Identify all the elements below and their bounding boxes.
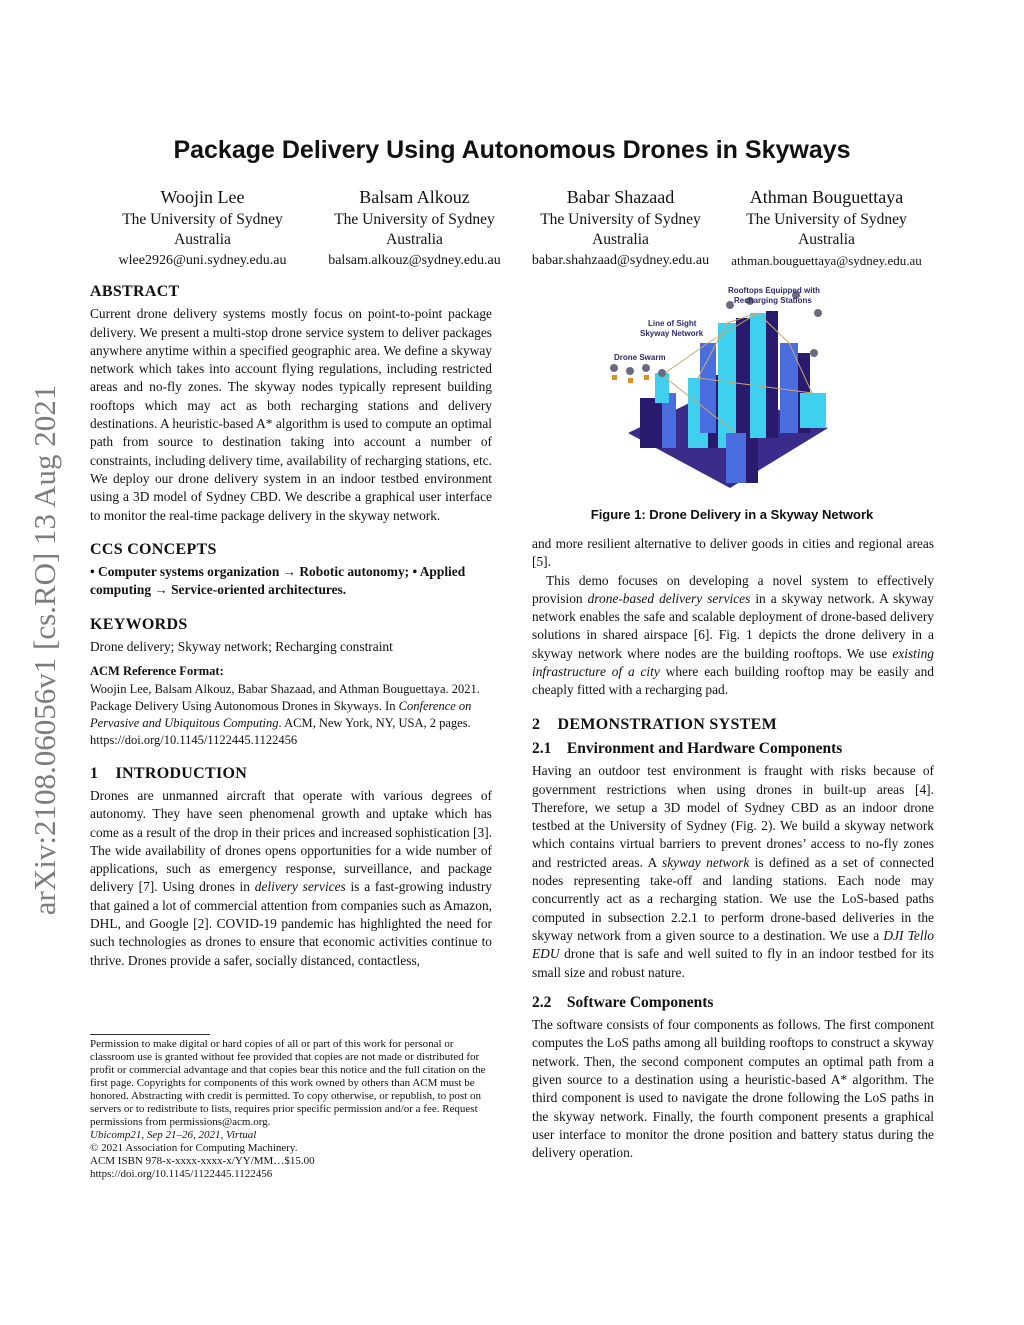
arxiv-id: arXiv:2108.06056v1 [cs.RO] 13 Aug 2021	[27, 384, 62, 916]
ccs-text: • Computer systems organization → Robotic autonomy; • Applied computing → Service-oriented architectures.	[90, 564, 466, 598]
author-country: Australia	[798, 231, 855, 248]
acm-ref-venue: Conference on Pervasive and Ubiquitous Computing	[90, 698, 472, 730]
author-affiliation: The University of Sydney	[746, 211, 907, 228]
paper-title: Package Delivery Using Autonomous Drones in Skyways	[173, 136, 851, 164]
right-p1	[532, 572, 934, 700]
skyway-network-figure	[600, 283, 850, 498]
author-affiliation: The University of Sydney	[540, 211, 701, 228]
sec2-heading: 2 DEMONSTRATION SYSTEM	[532, 715, 778, 733]
intro-part2: is a fast-growing industry that gained a lot of commercial attention from companies such as Amazon, DHL, and Google [2]. COVID-19 pandemic has highlighted the need for such technologies as drones to ensure that economic activities continue to thrive. Drones provide a safer, socially distanced, contactless,	[90, 879, 492, 968]
author-name: Athman Bouguettaya	[749, 187, 904, 207]
keywords-text: Drone delivery; Skyway network; Recharging constraint	[90, 639, 393, 655]
author-country: Australia	[592, 231, 649, 248]
author-email: babar.shahzaad@sydney.edu.au	[531, 253, 710, 268]
author-affiliation: The University of Sydney	[334, 211, 495, 228]
label-swarm: Drone Swarm	[614, 353, 666, 362]
right-p1-part2: in a skyway network. A skyway network enables the safe and scalable deployment of drone-based delivery solutions in shared airspace [6]. Fig. 1 depicts the drone delivery in a skyway network where nodes are the building rooftops. We use	[532, 590, 935, 661]
author-country: Australia	[174, 231, 231, 248]
footnote	[90, 1038, 492, 1181]
author-2	[312, 187, 517, 273]
footnote-copyright: © 2021 Association for Computing Machinery.	[90, 1142, 298, 1154]
acm-ref-part2: . ACM, New York, NY, USA, 2 pages. https://doi.org/10.1145/1122445.1122456	[90, 715, 471, 747]
intro-heading: 1 INTRODUCTION	[90, 764, 248, 782]
acm-ref-heading: ACM Reference Format:	[90, 664, 224, 679]
author-email: athman.bouguettaya@sydney.edu.au	[731, 253, 922, 268]
author-country: Australia	[386, 231, 443, 248]
right-p1-italic-2: existing infrastructure of a city	[532, 645, 934, 680]
right-p1-part3: where each building rooftop may be easily and cheaply fitted with a recharging pad.	[532, 664, 934, 698]
footnote-rule	[90, 1034, 210, 1035]
label-los: Line of Sight	[648, 319, 697, 328]
sec21-italic: skyway network	[662, 854, 750, 870]
sec21-part3: drone that is safe and well suited to fly in an indoor testbed for its small size and robust nature.	[532, 946, 934, 980]
author-email: balsam.alkouz@sydney.edu.au	[328, 253, 501, 268]
author-email: wlee2926@uni.sydney.edu.au	[118, 253, 287, 268]
abstract-heading: ABSTRACT	[90, 283, 180, 300]
sec21-italic-2: DJI Tello EDU	[532, 927, 934, 962]
label-rooftops-2: Recharging Stations	[734, 296, 812, 305]
right-p1-part1: This demo focuses on developing a novel system to effectively provision	[532, 572, 934, 606]
sec22-heading: 2.2 Software Components	[532, 993, 714, 1011]
footnote-isbn: ACM ISBN 978-x-xxxx-xxxx-x/YY/MM…$15.00	[90, 1155, 315, 1167]
sec21-paragraph	[532, 762, 934, 982]
author-affiliation: The University of Sydney	[122, 211, 283, 228]
footnote-venue: Ubicomp21, Sep 21–26, 2021, Virtual	[90, 1129, 257, 1141]
figure-packages	[612, 375, 649, 383]
sec21-part1: Having an outdoor test environment is fraught with risks because of government restrictions when using drones in built-up areas [4]. Therefore, we setup a 3D model of Sydney CBD as an indoor drone testbed at the University of Sydney (Fig. 2). We build a skyway network which contains virtual barriers to prevent drones’ access to no-fly zones and restricted areas. A	[532, 763, 934, 870]
intro-italic: delivery services	[254, 879, 346, 895]
right-p0: and more resilient alternative to deliver goods in cities and regional areas [5].	[532, 536, 934, 570]
acm-ref-part1: Woojin Lee, Balsam Alkouz, Babar Shazaad, and Athman Bouguettaya. 2021. Package Delivery Using Autonomous Drones in Skyways. In	[90, 681, 480, 713]
label-los-2: Skyway Network	[640, 329, 704, 338]
intro-paragraph	[90, 787, 492, 970]
right-p1-italic: drone-based delivery services	[587, 590, 751, 606]
author-3	[518, 187, 723, 273]
author-4	[724, 187, 929, 273]
arxiv-stamp	[20, 350, 70, 950]
left-column	[90, 283, 492, 970]
keywords-heading: KEYWORDS	[90, 615, 188, 633]
right-column	[532, 535, 934, 1163]
abstract-text: Current drone delivery systems mostly focus on point-to-point package delivery. We present a multi-stop drone service system to deliver packages anywhere anytime within a specified geographic area. We define a skyway network which takes into account flying regulations, including restricted areas and no-fly zones. The skyway nodes typically represent building rooftops which may act as both recharging stations and delivery destinations. A heuristic-based A* algorithm is used to compute an optimal path from source to destination taking into account a number of constraints, including delivery time, availability of recharging stations, etc. We deploy our drone delivery system in an indoor testbed environment using a 3D model of Sydney CBD. We describe a graphical user interface to monitor the real-time package delivery in the skyway network.	[90, 306, 492, 523]
sec22-paragraph: The software consists of four components as follows. The first component computes the LoS paths among all building rooftops to construct a skyway network. Then, the second component computes an optimal path from a given source to a destination using a heuristic-based A* algorithm. The third component is used to navigate the drone following the LoS paths in the skyway network. Finally, the fourth component presents a graphical user interface to monitor the drone position and battery status during the delivery operation.	[532, 1017, 934, 1161]
acm-ref-text	[90, 681, 492, 749]
footnote-doi: https://doi.org/10.1145/1122445.1122456	[90, 1168, 273, 1180]
intro-part1: Drones are unmanned aircraft that operate with various degrees of autonomy. They have seen phenomenal growth and uptake which has come as a result of the drop in their prices and increased sophistication [3]. The wide availability of drones opens opportunities for a wide number of applications, such as emergency response, surveillance, and package delivery [7]. Using drones in	[90, 787, 492, 895]
sec21-heading: 2.1 Environment and Hardware Components	[532, 739, 843, 757]
label-rooftops: Rooftops Equipped with	[728, 286, 820, 295]
ccs-heading: CCS CONCEPTS	[90, 540, 217, 558]
author-name: Woojin Lee	[160, 187, 245, 207]
author-name: Babar Shazaad	[566, 187, 675, 207]
footnote-permission: Permission to make digital or hard copies of all or part of this work for personal or classroom use is granted without fee provided that copies are not made or distributed for profit or commercial advantage and that copies bear this notice and the full citation on the first page. Copyrights for components of this work owned by others than ACM must be honored. Abstracting with credit is permitted. To copy otherwise, or republish, to post on servers or to redistribute to lists, requires prior specific permission and/or a fee. Request permissions from permissions@acm.org.	[90, 1038, 486, 1128]
author-1	[100, 187, 305, 273]
author-name: Balsam Alkouz	[359, 187, 470, 207]
figure-caption: Figure 1: Drone Delivery in a Skyway Network	[590, 507, 874, 522]
sec21-part2: is defined as a set of connected nodes representing take-off and landing stations. Each node may concurrently act as a recharging station. We use the LoS-based paths computed in subsection 2.2.1 to perform drone-based deliveries in the skyway network from a given source to a destination. We use a	[532, 854, 935, 943]
